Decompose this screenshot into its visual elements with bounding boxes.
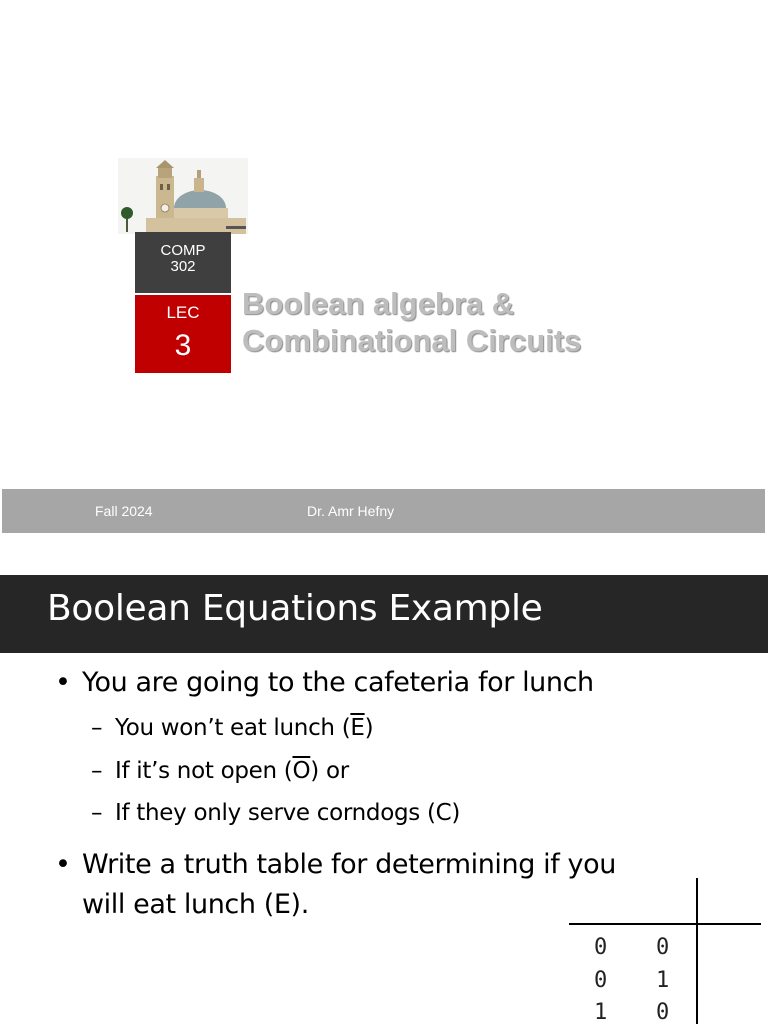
bullet-text-2-line2: will eat lunch (E). [82,889,309,920]
truth-table-vertical-rule [696,878,698,1024]
course-code-line2: 302 [170,258,196,275]
bullet-item-1 [55,667,594,698]
lecture-number: 3 [174,329,192,362]
truth-table-cell: 0 [594,968,608,993]
dash-marker: – [91,758,103,784]
lecture-label: LEC [166,303,200,322]
truth-table-cell: 1 [656,968,670,993]
bullet-text-2-line1: Write a truth table for determining if you [82,849,616,880]
bullet-item-2 [55,845,616,925]
lecture-title-line2: Combinational Circuits [242,323,582,358]
lecture-title-line1: Boolean algebra & [242,286,515,321]
sub-item-2 [91,758,349,784]
footer-term: Fall 2024 [95,503,153,519]
dash-marker: – [91,800,103,826]
sub-item-1 [91,715,374,741]
content-slide [0,575,768,1024]
truth-table-cell: 0 [656,1000,670,1025]
bullet-dot: • [55,849,71,880]
course-code-box [135,232,231,293]
bullet-dot: • [55,667,71,698]
truth-table-horizontal-rule [569,923,761,925]
sub-text-1-before: You won’t eat lunch ( [115,715,351,741]
sub-item-3 [91,800,461,826]
lecture-title [242,285,742,359]
footer-author: Dr. Amr Hefny [307,503,395,519]
campus-building-logo [118,158,248,234]
sub-text-1-after: ) [364,715,374,741]
slide-title: Boolean Equations Example [47,588,543,629]
sub-text-1-bar: $\overline{E}$ [350,715,365,741]
sub-text-3: If they only serve corndogs (C) [115,800,461,826]
bullet-text-1: You are going to the cafeteria for lunch [82,667,594,698]
lecture-number-box [135,295,231,373]
course-code-line1: COMP [160,242,206,259]
sub-text-2-bar: $\overline{O}$ [292,758,311,784]
footer-bar [2,489,765,533]
slide-header [0,575,768,653]
truth-table-cell: 0 [656,935,670,960]
sub-text-2-after: ) or [310,758,349,784]
dash-marker: – [91,715,103,741]
sub-text-2-before: If it’s not open ( [115,758,293,784]
truth-table-cell: 1 [594,1000,608,1025]
truth-table-cell: 0 [594,935,608,960]
